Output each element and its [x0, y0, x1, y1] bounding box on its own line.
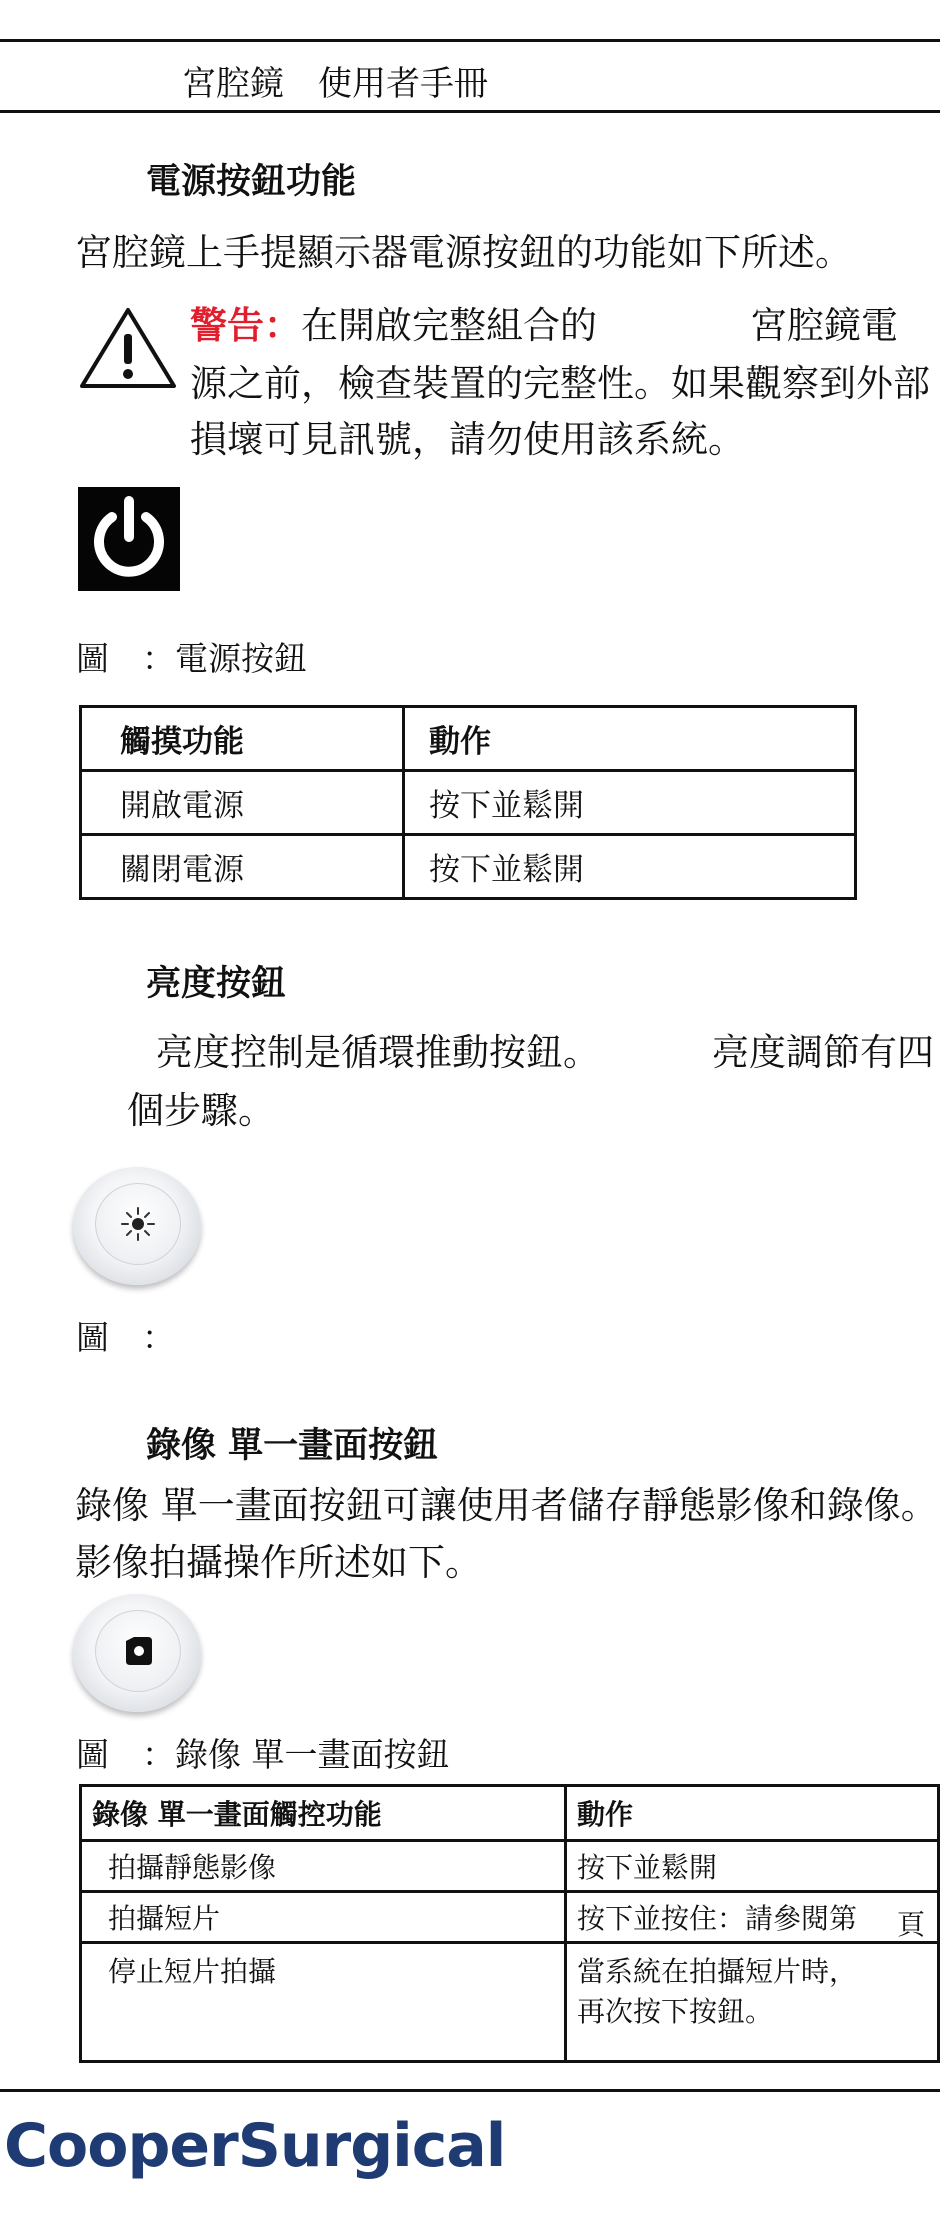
table-header-cell: 觸摸功能	[81, 707, 404, 771]
table-cell	[566, 1892, 939, 1943]
brightness-line-1b: 亮度調節有四	[712, 1031, 934, 1074]
warning-line-1	[190, 298, 597, 354]
table-row	[81, 1892, 939, 1943]
warning-line-3: 損壞可見訊號，請勿使用該系統。	[190, 418, 745, 461]
capture-button-image	[73, 1594, 201, 1712]
power-icon	[78, 487, 180, 591]
table-row	[81, 771, 856, 835]
capture-line-2: 影像拍攝操作所述如下。	[75, 1541, 482, 1584]
warning-line-2: 源之前，檢查裝置的完整性。如果觀察到外部	[190, 362, 930, 405]
table-header-row	[81, 1786, 939, 1841]
capture-button-face	[95, 1610, 181, 1692]
table-row	[81, 1841, 939, 1892]
table-cell: 按下並鬆開	[404, 771, 856, 835]
document-title: 宮腔鏡 使用者手冊	[182, 64, 488, 104]
power-function-table	[79, 705, 857, 900]
power-section-intro: 宮腔鏡上手提顯示器電源按鈕的功能如下所述。	[75, 231, 852, 274]
table-header-row	[81, 707, 856, 771]
table-header-cell: 動作	[404, 707, 856, 771]
cell-text-line-2: 再次按下按鈕。	[577, 1995, 774, 2028]
table-row	[81, 1943, 939, 2062]
capture-section-heading: 錄像 單一畫面按鈕	[146, 1426, 439, 1466]
table-header-cell: 動作	[566, 1786, 939, 1841]
brightness-button-image	[73, 1167, 201, 1285]
sun-icon	[96, 1184, 180, 1264]
capture-figure-caption: ：錄像 單一畫面按鈕	[142, 1735, 450, 1774]
table-cell: 拍攝短片	[81, 1892, 566, 1943]
table-cell: 停止短片拍攝	[81, 1943, 566, 2062]
table-row	[81, 835, 856, 899]
brightness-figure-caption: ：	[142, 1318, 175, 1357]
brightness-line-2: 個步驟。	[127, 1089, 275, 1132]
warning-label: 警告：	[190, 304, 301, 347]
coopersurgical-logo: CooperSurgical	[4, 2111, 506, 2181]
brightness-button-face	[95, 1183, 181, 1265]
cell-text-page: 頁	[896, 1908, 925, 1941]
header-bottom-rule	[0, 110, 940, 113]
warning-text-1b: 宮腔鏡電	[750, 304, 898, 347]
brightness-line-1a: 亮度控制是循環推動按鈕。	[156, 1031, 600, 1074]
table-cell: 關閉電源	[81, 835, 404, 899]
warning-icon	[76, 304, 180, 392]
camera-icon	[96, 1611, 180, 1691]
capture-function-table	[79, 1784, 940, 2063]
brightness-section-heading: 亮度按鈕	[146, 964, 287, 1004]
capture-figure-label: 圖	[76, 1735, 109, 1774]
power-button-image	[78, 487, 180, 591]
power-figure-caption: ：電源按鈕	[142, 639, 307, 678]
cell-text-line-1: 當系統在拍攝短片時，	[577, 1955, 858, 1988]
table-cell: 拍攝靜態影像	[81, 1841, 566, 1892]
power-section-heading: 電源按鈕功能	[146, 162, 357, 202]
table-header-cell: 錄像 單一畫面觸控功能	[81, 1786, 566, 1841]
brightness-figure-label: 圖	[76, 1318, 109, 1357]
table-cell: 按下並鬆開	[404, 835, 856, 899]
table-cell	[566, 1943, 939, 2062]
footer-rule	[0, 2089, 940, 2092]
warning-text-1a: 在開啟完整組合的	[301, 304, 597, 347]
table-cell: 開啟電源	[81, 771, 404, 835]
capture-line-1: 錄像 單一畫面按鈕可讓使用者儲存靜態影像和錄像。	[75, 1484, 938, 1527]
table-cell: 按下並鬆開	[566, 1841, 939, 1892]
header-top-rule	[0, 39, 940, 42]
power-figure-label: 圖	[76, 639, 109, 678]
cell-text: 按下並按住：請參閱第	[577, 1902, 858, 1935]
